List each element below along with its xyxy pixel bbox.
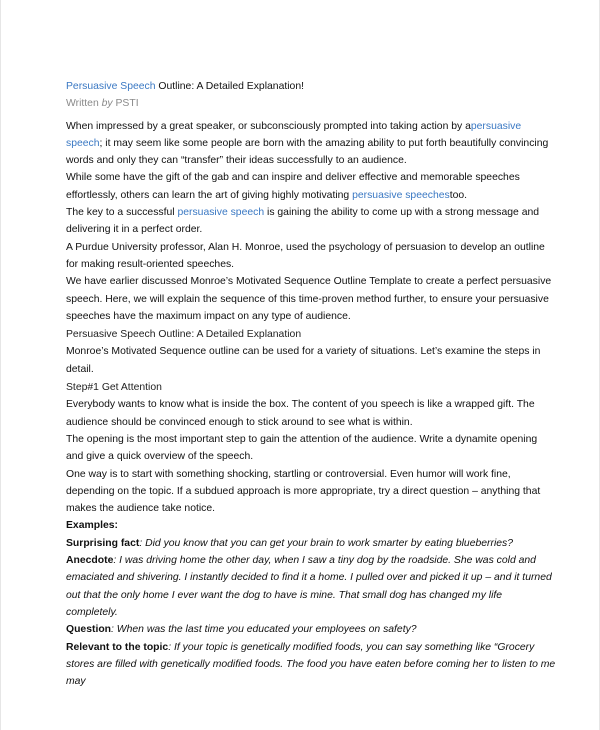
example-text: : When was the last time you educated your employees on safety? bbox=[111, 624, 417, 636]
paragraph-intro bbox=[66, 118, 556, 170]
p1-text-b: ; it may seem like some people are born with the amazing ability to put forth beautifully convincing words and only they can “transfer” their ideas successfully to an audience. bbox=[66, 137, 549, 167]
document-title bbox=[66, 78, 556, 95]
example-label: Question bbox=[66, 624, 112, 636]
section-heading: Persuasive Speech Outline: A Detailed Explanation bbox=[66, 329, 302, 341]
title-text: Outline: A Detailed Explanation! bbox=[155, 81, 304, 92]
paragraph-opening: The opening is the most important step to gain the attention of the audience. Write a dynamite opening and give a quick overview of the speech. bbox=[66, 433, 538, 463]
example-label: Relevant to the topic bbox=[66, 641, 169, 653]
paragraph-purdue: A Purdue University professor, Alan H. Monroe, used the psychology of persuasion to develop an outline for making result-oriented speeches. bbox=[66, 241, 545, 270]
p1-link[interactable]: persuasive speech bbox=[66, 120, 522, 149]
byline bbox=[66, 95, 556, 112]
p2-text-a: While some have the gift of the gab and can inspire and deliver effective and memorable speeches effortlessly, others can learn the art of giving highly motivating bbox=[66, 172, 520, 201]
step-heading: Step#1 Get Attention bbox=[66, 382, 162, 394]
paragraph-gift bbox=[66, 169, 556, 204]
byline-by: by bbox=[101, 98, 113, 110]
p3-text-a: The key to a successful bbox=[66, 207, 178, 219]
byline-written: Written bbox=[66, 98, 102, 110]
example-label: Surprising fact bbox=[66, 537, 140, 549]
example-text: : Did you know that you can get your brain to work smarter by eating blueberries? bbox=[139, 537, 514, 549]
paragraph-box: Everybody wants to know what is inside the box. The content of you speech is like a wrapped gift. The audience should be convinced enough to stick around to see what is within. bbox=[66, 399, 535, 428]
example-label: Anecdote bbox=[66, 555, 114, 567]
p2-link[interactable]: persuasive speeches bbox=[352, 189, 450, 201]
paragraph-monroe: Monroe’s Motivated Sequence outline can be used for a variety of situations. Let’s examine the steps in detail. bbox=[66, 346, 541, 375]
example-text: : I was driving home the other day, when I saw a tiny dog by the roadside. She was cold and emaciated and shivering. I instantly decided to find it a home. I pulled over and picked it up – and it turned out that the only home I ever want the dog to have is mine. That small dog has changed my life completely. bbox=[66, 555, 552, 618]
examples-heading: Examples: bbox=[66, 520, 118, 532]
p3-link[interactable]: persuasive speech bbox=[177, 207, 265, 219]
document-body bbox=[66, 78, 556, 690]
example-surprising-fact bbox=[66, 535, 556, 552]
example-text: : If your topic is genetically modified foods, you can say something like “Grocery stores are filled with genetically modified foods. The food you have eaten before coming her to listen to me may bbox=[66, 641, 556, 688]
example-question bbox=[66, 621, 556, 638]
paragraph-key bbox=[66, 204, 556, 239]
example-anecdote bbox=[66, 552, 556, 621]
title-link[interactable]: Persuasive Speech bbox=[66, 81, 156, 92]
p2-text-b: too. bbox=[449, 189, 468, 201]
paragraph-earlier: We have earlier discussed Monroe’s Motivated Sequence Outline Template to create a perfect persuasive speech. Here, we will explain the sequence of this time-proven method further, to ensure your persuasive speeches have the maximum impact on any type of audience. bbox=[66, 276, 552, 322]
p3-text-b: is gaining the ability to come up with a strong message and delivering it in a perfect order. bbox=[66, 207, 540, 236]
paragraph-shocking: One way is to start with something shocking, startling or controversial. Even humor will work fine, depending on the topic. If a subdued approach is more appropriate, try a direct question – anything that makes the audience take notice. bbox=[66, 468, 541, 515]
p1-text-a: When impressed by a great speaker, or subconsciously prompted into taking action by a bbox=[66, 120, 471, 132]
example-relevant bbox=[66, 639, 556, 691]
byline-author: PSTI bbox=[112, 98, 139, 110]
